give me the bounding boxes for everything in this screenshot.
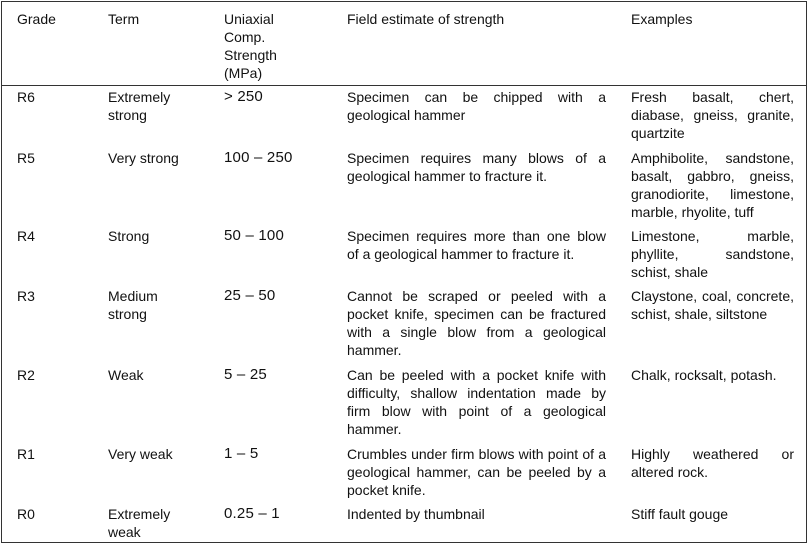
- row-r6-strength: > 250: [224, 88, 263, 105]
- row-r3-examples: Claystone, coal, concrete, schist, shale, siltstone: [631, 288, 794, 322]
- row-r2-term: Weak: [108, 367, 144, 383]
- row-r0-strength: 0.25 – 1: [224, 505, 280, 522]
- row-r3-field: Cannot be scraped or peeled with a pocket knife, specimen can be fractured with a single blow from a geological hammer.: [347, 288, 606, 358]
- row-r1-grade: R1: [17, 446, 35, 462]
- row-r1-term: Very weak: [108, 446, 173, 462]
- row-r4-examples: Limestone, marble, phyllite, sandstone, schist, shale: [631, 228, 794, 280]
- row-r3-term: Medium strong: [108, 288, 158, 322]
- row-r5-strength: 100 – 250: [224, 149, 293, 166]
- row-r5-field: Specimen requires many blows of a geological hammer to fracture it.: [347, 150, 606, 184]
- row-r3-strength: 25 – 50: [224, 287, 276, 304]
- row-r1-strength: 1 – 5: [224, 445, 259, 462]
- row-r5-examples: Amphibolite, sandstone, basalt, gabbro, gneiss, granodiorite, limestone, marble, rhyolite, tuff: [631, 150, 794, 220]
- row-r4-term: Strong: [108, 228, 150, 244]
- header-grade: Grade: [17, 11, 56, 27]
- row-r4-field: Specimen requires more than one blow of a geological hammer to fracture it.: [347, 228, 606, 262]
- row-r6-field: Specimen can be chipped with a geological hammer: [347, 89, 606, 123]
- header-term: Term: [108, 11, 140, 27]
- row-r4-strength: 50 – 100: [224, 227, 284, 244]
- header-strength: Uniaxial Comp. Strength (MPa): [224, 11, 277, 81]
- row-r5-term: Very strong: [108, 150, 179, 166]
- row-r0-field: Indented by thumbnail: [347, 506, 485, 522]
- row-r2-examples: Chalk, rocksalt, potash.: [631, 367, 777, 383]
- row-r2-strength: 5 – 25: [224, 366, 267, 383]
- header-field-estimate: Field estimate of strength: [347, 11, 505, 27]
- row-r4-grade: R4: [17, 228, 35, 244]
- header-examples: Examples: [631, 11, 693, 27]
- row-r1-field: Crumbles under firm blows with point of a geological hammer, can be peeled by a pocket knife.: [347, 446, 606, 498]
- row-r6-term: Extremely strong: [108, 89, 171, 123]
- row-r0-grade: R0: [17, 506, 35, 522]
- header-divider: [2, 85, 806, 86]
- row-r0-examples: Stiff fault gouge: [631, 506, 729, 522]
- row-r2-grade: R2: [17, 367, 35, 383]
- row-r5-grade: R5: [17, 150, 35, 166]
- row-r1-examples: Highly weathered or altered rock.: [631, 446, 794, 480]
- rock-strength-table: [1, 1, 807, 543]
- row-r3-grade: R3: [17, 288, 35, 304]
- row-r6-grade: R6: [17, 89, 35, 105]
- row-r6-examples: Fresh basalt, chert, diabase, gneiss, granite, quartzite: [631, 89, 794, 141]
- row-r2-field: Can be peeled with a pocket knife with difficulty, shallow indentation made by firm blow with point of a geological hammer.: [347, 367, 606, 437]
- row-r0-term: Extremely weak: [108, 506, 171, 540]
